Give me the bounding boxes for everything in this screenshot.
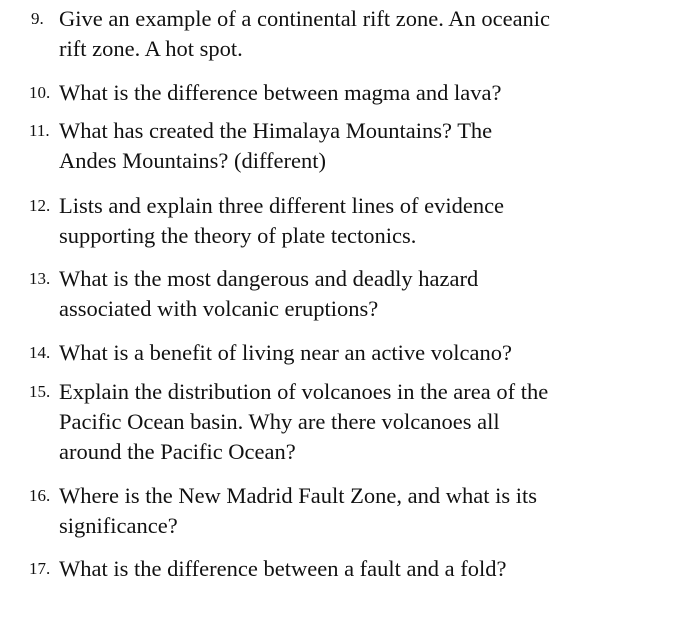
question-line: Lists and explain three different lines of evidence [59,193,505,218]
question-number: 16. [29,486,51,505]
question-line: What has created the Himalaya Mountains? The [59,118,493,143]
question-line: Where is the New Madrid Fault Zone, and what is its [59,483,538,508]
question-text [59,264,689,324]
question-text [59,338,689,368]
question-number: 9. [31,9,44,28]
question-text [59,4,689,64]
question-number: 12. [29,196,51,215]
question-line: What is a benefit of living near an active volcano? [59,340,512,365]
question-line: Explain the distribution of volcanoes in the area of the [59,379,549,404]
question-text [59,78,689,108]
question-line: What is the most dangerous and deadly hazard [59,266,479,291]
question-number: 10. [29,83,51,102]
question-line: supporting the theory of plate tectonics. [59,223,417,248]
question-number: 17. [29,559,51,578]
question-line: significance? [59,513,178,538]
question-number: 15. [29,382,51,401]
question-number: 14. [29,343,51,362]
question-line: associated with volcanic eruptions? [59,296,379,321]
question-line: What is the difference between magma and lava? [59,80,502,105]
question-text [59,554,689,584]
question-line: around the Pacific Ocean? [59,439,296,464]
question-text [59,377,689,467]
question-text [59,191,689,251]
question-text [59,116,689,176]
question-text [59,481,689,541]
question-line: Give an example of a continental rift zone. An oceanic [59,6,551,31]
question-number: 13. [29,269,51,288]
question-line: Pacific Ocean basin. Why are there volcanoes all [59,409,500,434]
question-line: rift zone. A hot spot. [59,36,243,61]
question-number: 11. [29,121,50,140]
question-line: Andes Mountains? (different) [59,148,327,173]
question-line: What is the difference between a fault and a fold? [59,556,507,581]
